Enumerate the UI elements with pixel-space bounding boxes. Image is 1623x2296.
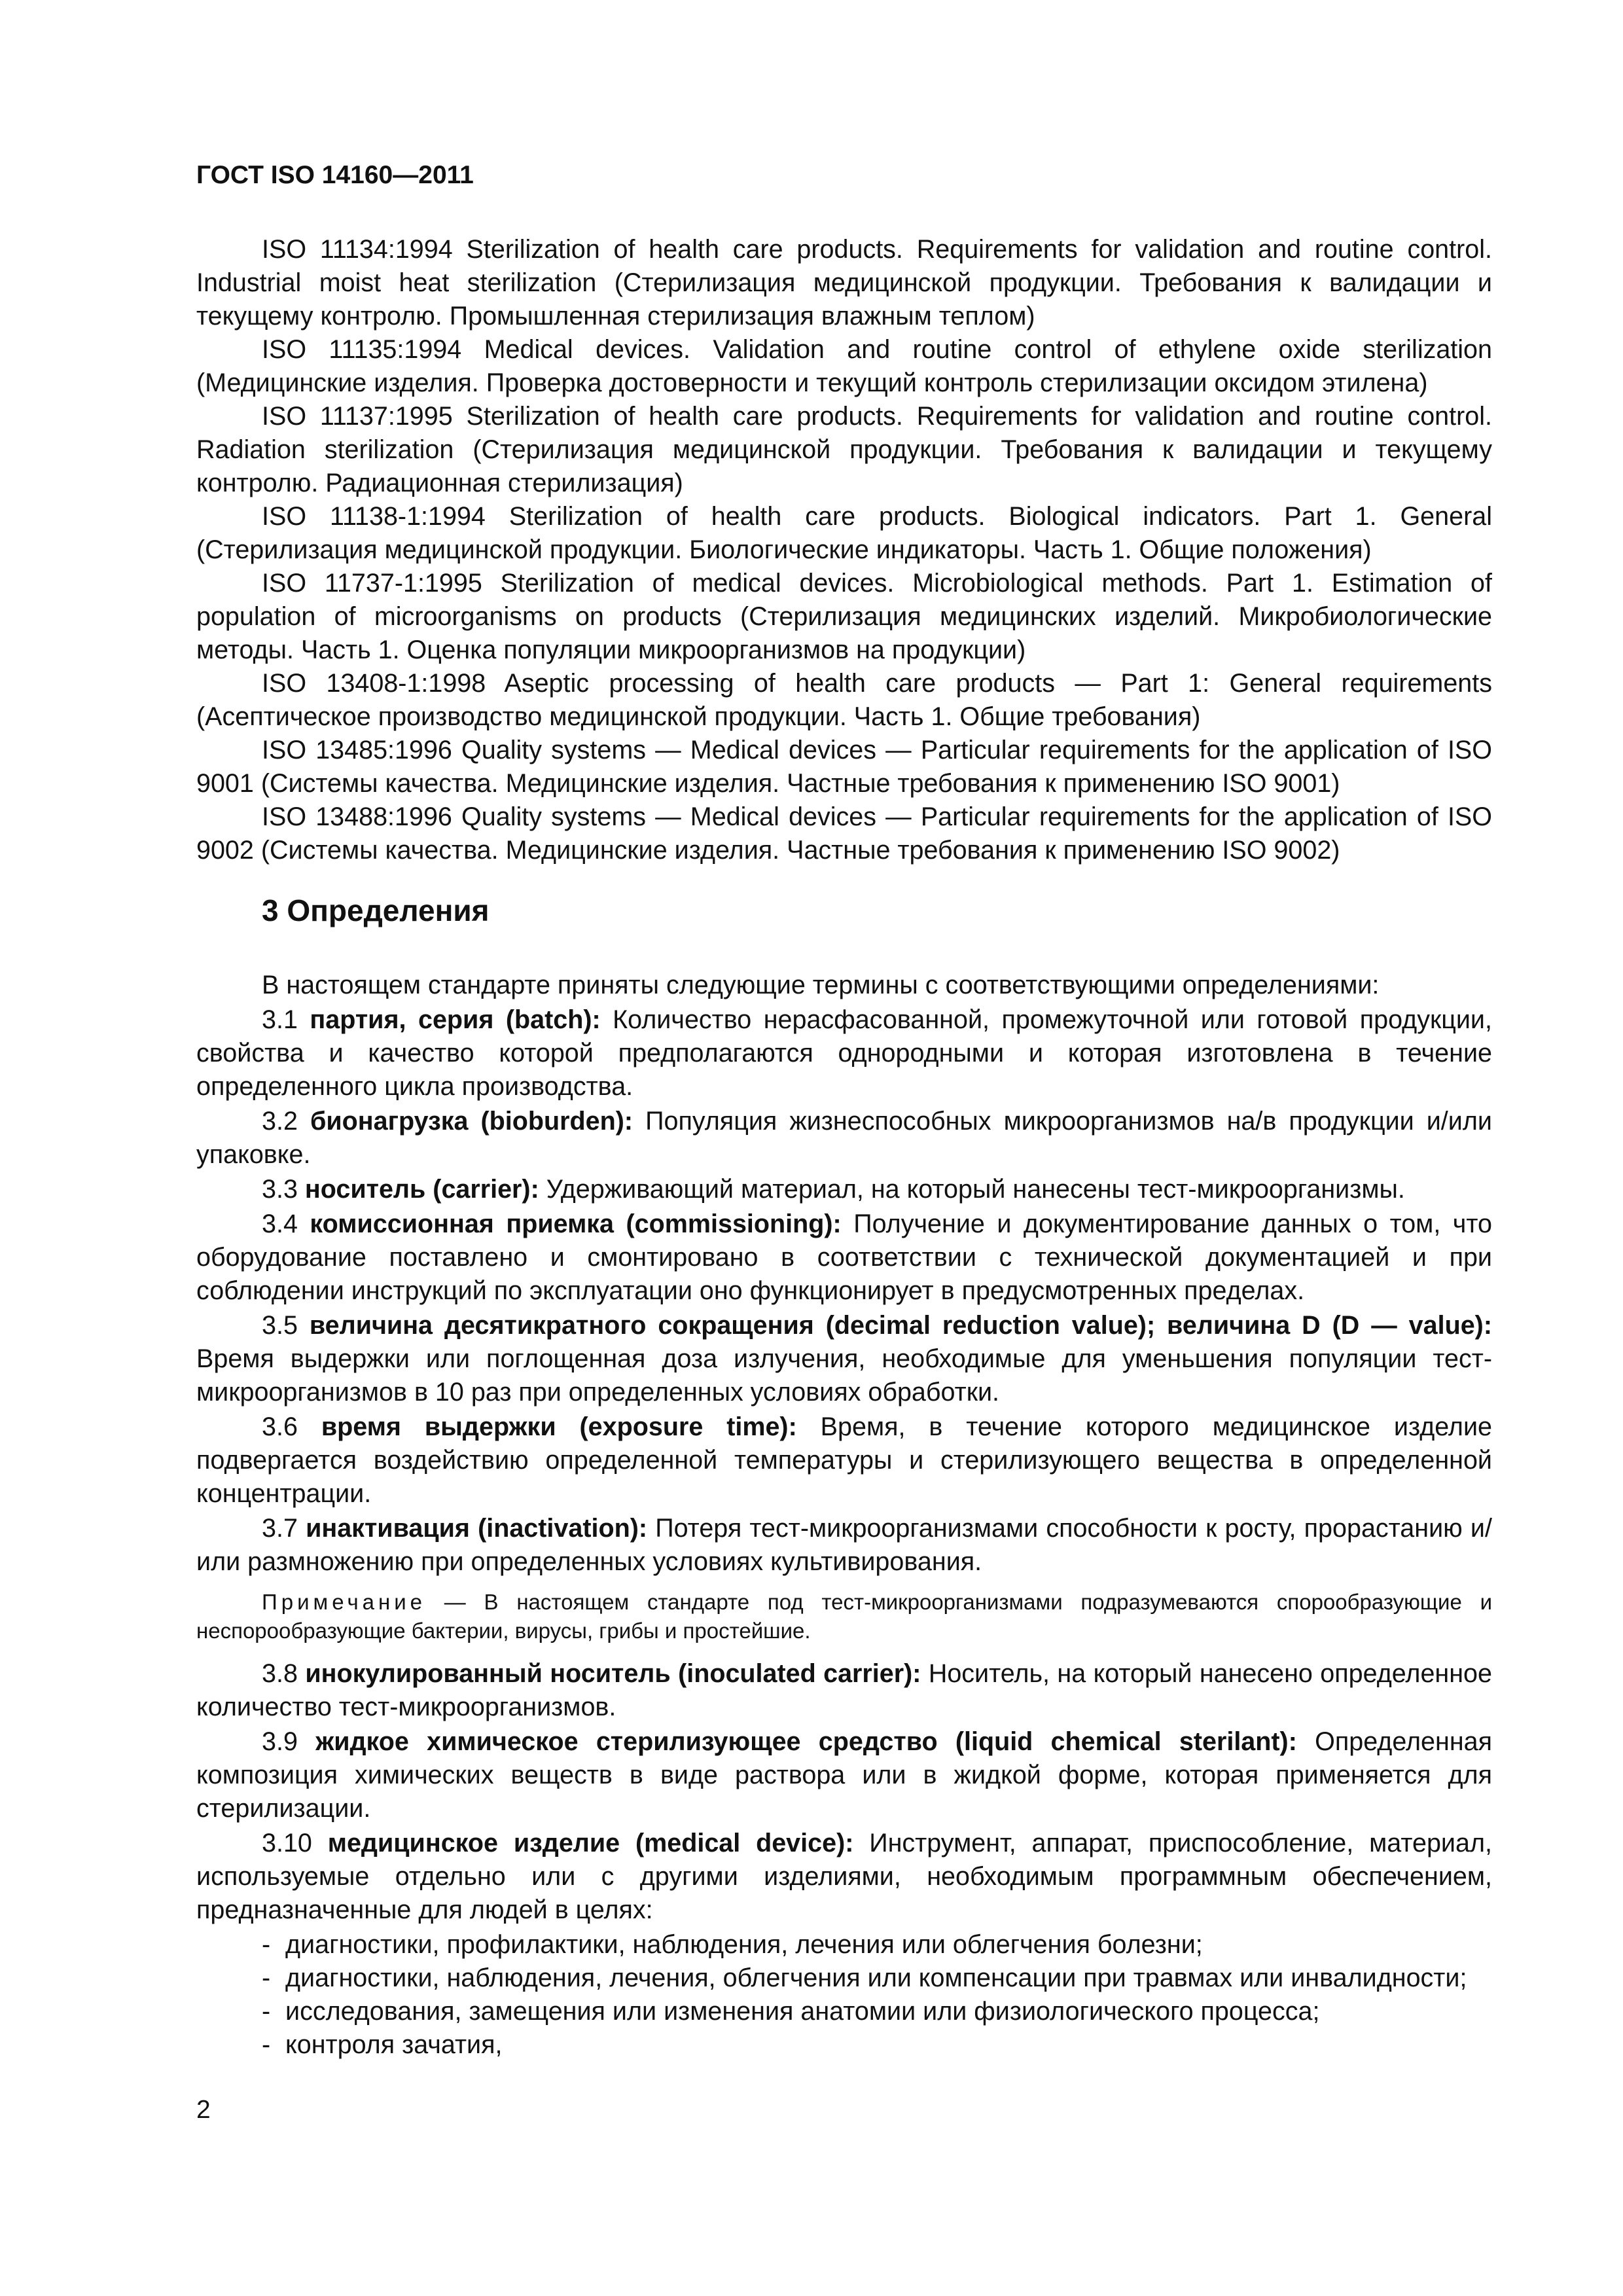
definition-number: 3.3 [262, 1175, 298, 1204]
definition-text: Получение и документирование данных о том, что оборудование поставлено и смонтировано в соответствии с технической документацией и при соблюдении инструкций по эксплуатации оно функционирует в предусмотренных пределах. [196, 1210, 1492, 1305]
definition-number: 3.4 [262, 1210, 298, 1238]
reference-iso-11134: ISO 11134:1994 Sterilization of health care products. Requirements for validation and routine control. Industrial moist heat sterilization (Стерилизация медицинской продукции. Требования к валидации и текущему контролю. Промышленная стерилизация влажным теплом) [196, 235, 1492, 331]
note-text: — В настоящем стандарте под тест-микроорганизмами подразумеваются спорообразующие и неспорообразующие бактерии, вирусы, грибы и простейшие. [196, 1590, 1493, 1643]
reference-iso-11135: ISO 11135:1994 Medical devices. Validation and routine control of ethylene oxide sterilization (Медицинские изделия. Проверка достоверности и текущий контроль стерилизации оксидом этилена) [196, 335, 1492, 397]
definition-text: Определенная композиция химических веществ в виде раствора или в жидкой форме, которая применяется для стерилизации. [196, 1727, 1493, 1823]
list-item: - диагностики, наблюдения, лечения, облегчения или компенсации при травмах или инвалидности; [262, 1962, 1492, 1995]
definition-3-10 [196, 1827, 1492, 1927]
section-title: 3 Определения [262, 893, 490, 927]
definition-3-6 [196, 1410, 1492, 1511]
definition-3-3 [196, 1173, 1492, 1206]
definition-term: время выдержки (exposure time): [321, 1412, 797, 1441]
normative-references [196, 233, 1492, 867]
definition-number: 3.1 [262, 1005, 298, 1034]
reference-iso-11737-1: ISO 11737-1:1995 Sterilization of medical devices. Microbiological methods. Part 1. Estimation of population of microorganisms on products (Стерилизация медицинских изделий. Микробиологические методы. Часть 1. Оценка популяции микроорганизмов на продукции) [196, 569, 1492, 664]
page-number: 2 [196, 2096, 211, 2124]
section-intro: В настоящем стандарте приняты следующие термины с соответствующими определениями: [262, 971, 1380, 999]
definition-number: 3.10 [262, 1829, 312, 1857]
definition-3-4 [196, 1208, 1492, 1308]
definition-3-5 [196, 1309, 1492, 1409]
definition-number: 3.7 [262, 1514, 298, 1543]
definition-3-7 [196, 1512, 1492, 1579]
definition-text: Удерживающий материал, на который нанесены тест-микроорганизмы. [546, 1175, 1405, 1204]
reference-iso-13485: ISO 13485:1996 Quality systems — Medical devices — Particular requirements for the application of ISO 9001 (Системы качества. Медицинские изделия. Частные требования к применению ISO 9001) [196, 736, 1492, 798]
definition-text: Потеря тест-микроорганизмами способности к росту, прорастанию и/или размножению при определенных условиях культивирования. [196, 1514, 1492, 1576]
list-item: - контроля зачатия, [262, 2028, 1492, 2062]
definition-text: Инструмент, аппарат, приспособление, материал, используемые отдельно или с другими изделиями, необходимым программным обеспечением, предназначенные для людей в целях: [196, 1829, 1492, 1924]
definition-text: Количество нерасфасованной, промежуточной или готовой продукции, свойства и качество которой предполагаются однородными и которая изготовлена в течение определенного цикла производства. [196, 1005, 1492, 1101]
definition-text: Время, в течение которого медицинское изделие подвергается воздействию определенной температуры и стерилизующего вещества в определенной концентрации. [196, 1412, 1492, 1508]
document-header: ГОСТ ISO 14160—2011 [196, 161, 474, 189]
list-item: - диагностики, профилактики, наблюдения, лечения или облегчения болезни; [262, 1928, 1492, 1962]
definition-term: величина десятикратного сокращения (decimal reduction value); величина D (D — value): [309, 1311, 1492, 1340]
definition-term: инактивация (inactivation): [306, 1514, 648, 1543]
reference-iso-13488: ISO 13488:1996 Quality systems — Medical devices — Particular requirements for the application of ISO 9002 (Системы качества. Медицинские изделия. Частные требования к применению ISO 9002) [196, 802, 1492, 865]
definition-term: комиссионная приемка (commissioning): [310, 1210, 842, 1238]
note [196, 1588, 1492, 1645]
definition-3-1 [196, 1003, 1492, 1103]
note-label: Примечание [262, 1590, 427, 1614]
definition-term: жидкое химическое стерилизующее средство (liquid chemical sterilant): [315, 1727, 1297, 1756]
definition-term: медицинское изделие (medical device): [327, 1829, 854, 1857]
definition-term: инокулированный носитель (inoculated carrier): [305, 1659, 921, 1688]
definition-number: 3.6 [262, 1412, 298, 1441]
dash-icon: - [262, 2030, 271, 2059]
dash-icon: - [262, 1964, 271, 1992]
definition-term: бионагрузка (bioburden): [310, 1107, 633, 1136]
definition-text: Время выдержки или поглощенная доза излучения, необходимые для уменьшения популяции тест-микроорганизмов в 10 раз при определенных условиях обработки. [196, 1344, 1492, 1407]
definition-number: 3.5 [262, 1311, 298, 1340]
definition-text: Носитель, на который нанесено определенное количество тест-микроорганизмов. [196, 1659, 1492, 1721]
list-item: - исследования, замещения или изменения анатомии или физиологического процесса; [262, 1995, 1492, 2028]
definition-3-2 [196, 1105, 1492, 1172]
definition-number: 3.9 [262, 1727, 298, 1756]
definition-term: носитель (carrier): [304, 1175, 539, 1204]
definition-number: 3.8 [262, 1659, 298, 1688]
definition-text: Популяция жизнеспособных микроорганизмов на/в продукции и/или упаковке. [196, 1107, 1492, 1169]
definition-term: партия, серия (batch): [310, 1005, 601, 1034]
definition-3-9 [196, 1725, 1492, 1825]
reference-iso-11138-1: ISO 11138-1:1994 Sterilization of health care products. Biological indicators. Part 1. General (Стерилизация медицинской продукции. Биологические индикаторы. Часть 1. Общие положения) [196, 502, 1492, 564]
definition-number: 3.2 [262, 1107, 298, 1136]
reference-iso-11137: ISO 11137:1995 Sterilization of health care products. Requirements for validation and routine control. Radiation sterilization (Стерилизация медицинской продукции. Требования к валидации и текущему контролю. Радиационная стерилизация) [196, 402, 1492, 497]
definitions-section [196, 969, 1492, 2062]
purpose-list [196, 1928, 1492, 2062]
dash-icon: - [262, 1997, 271, 2026]
dash-icon: - [262, 1930, 271, 1959]
reference-iso-13408-1: ISO 13408-1:1998 Aseptic processing of health care products — Part 1: General requirements (Асептическое производство медицинской продукции. Часть 1. Общие требования) [196, 669, 1492, 731]
definition-3-8 [196, 1657, 1492, 1724]
